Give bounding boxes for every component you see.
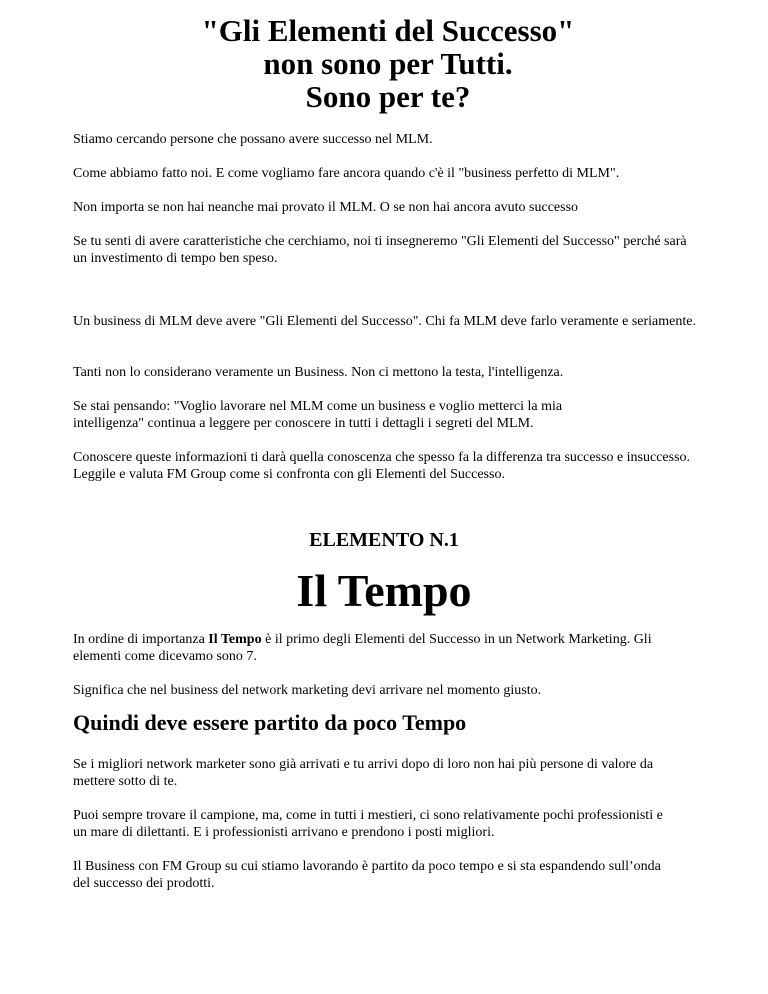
element-intro-bold: Il Tempo: [208, 632, 262, 647]
element-label: ELEMENTO N.1: [309, 529, 459, 551]
intro-paragraph-5: Un business di MLM deve avere "Gli Elementi del Successo". Chi fa MLM deve farlo veramente e seriamente.: [73, 314, 696, 329]
element-paragraph-2: Significa che nel business del network marketing devi arrivare nel momento giusto.: [73, 683, 542, 698]
element-intro-suffix: è il primo degli Elementi del Successo in un Network Marketing. Gli elementi come dicevamo sono 7.: [73, 632, 652, 664]
section-subheading: Quindi deve essere partito da poco Tempo: [73, 710, 467, 735]
intro-paragraph-4: Se tu senti di avere caratteristiche che cerchiamo, noi ti insegneremo "Gli Elementi del Successo" perché sarà un investimento di tempo ben speso.: [73, 234, 687, 266]
title-line-2: non sono per Tutti.: [263, 46, 513, 81]
sub-paragraph-3: Il Business con FM Group su cui stiamo lavorando è partito da poco tempo e si sta espandendo sull’onda del successo dei prodotti.: [73, 859, 661, 891]
title-line-1: "Gli Elementi del Successo": [201, 13, 575, 48]
intro-paragraph-3: Non importa se non hai neanche mai provato il MLM. O se non hai ancora avuto successo: [73, 200, 579, 215]
element-title: Il Tempo: [296, 565, 472, 616]
intro-paragraph-1: Stiamo cercando persone che possano avere successo nel MLM.: [73, 132, 433, 147]
page-title: [73, 14, 703, 113]
intro-paragraph-8: Conoscere queste informazioni ti darà quella conoscenza che spesso fa la differenza tra successo e insuccesso. Leggile e valuta FM Group come si confronta con gli Elementi del Successo.: [73, 450, 691, 482]
sub-paragraph-2: Puoi sempre trovare il campione, ma, come in tutti i mestieri, ci sono relativamente pochi professionisti e un mare di dilettanti. E i professionisti arrivano e prendono i posti migliori.: [73, 808, 663, 840]
intro-paragraph-7: Se stai pensando: "Voglio lavorare nel MLM come un business e voglio metterci la mia intelligenza" continua a leggere per conoscere in tutti i dettagli i segreti del MLM.: [73, 399, 563, 431]
document-page: [73, 0, 703, 891]
element-intro-prefix: In ordine di importanza: [73, 632, 209, 647]
intro-paragraph-2: Come abbiamo fatto noi. E come vogliamo fare ancora quando c'è il "business perfetto di MLM".: [73, 166, 620, 181]
element-intro-paragraph: [73, 631, 698, 665]
intro-paragraph-6: Tanti non lo considerano veramente un Business. Non ci mettono la testa, l'intelligenza.: [73, 365, 564, 380]
sub-paragraph-1: Se i migliori network marketer sono già arrivati e tu arrivi dopo di loro non hai più persone di valore da mettere sotto di te.: [73, 757, 654, 789]
title-line-3: Sono per te?: [305, 79, 471, 114]
